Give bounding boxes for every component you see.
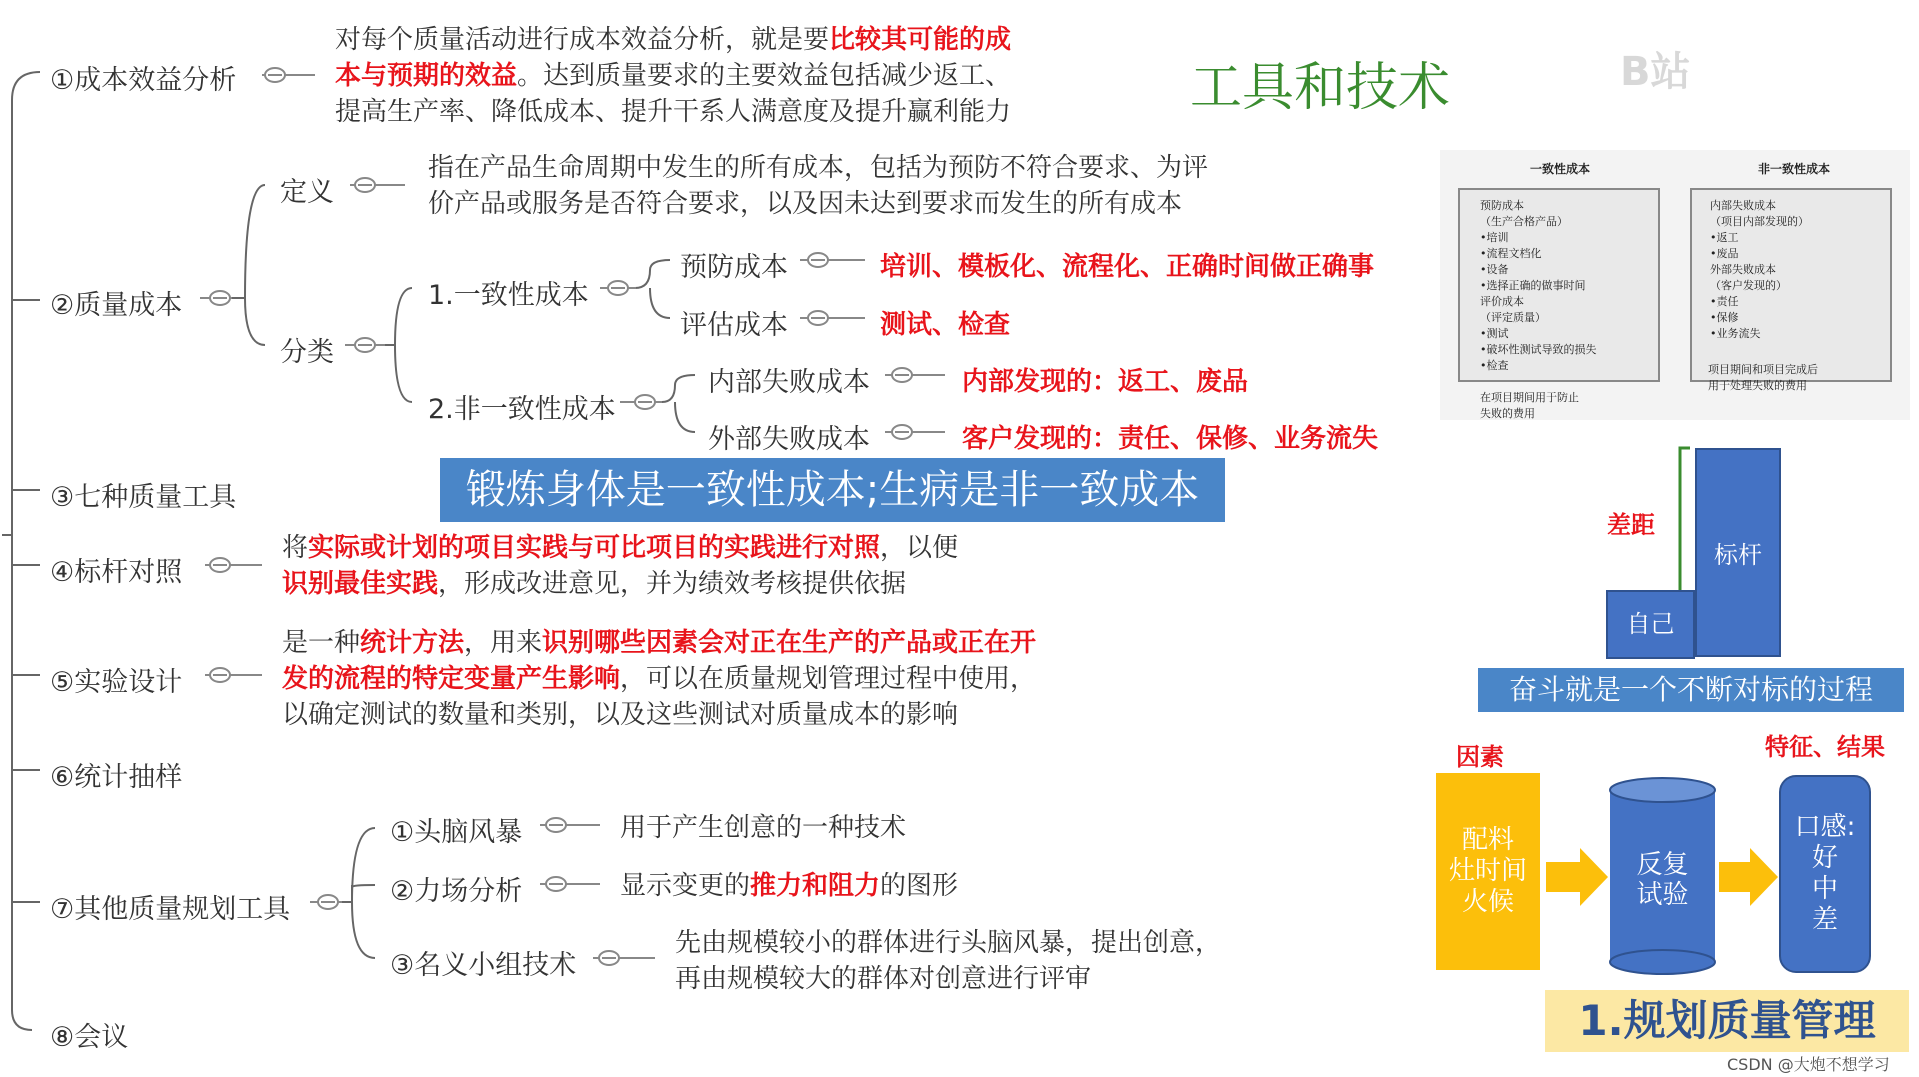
text-run: 提高生产率、降低成本、提升干系人满意度及提升赢利能力	[335, 97, 1012, 127]
thumb-line: •选择正确的做事时间	[1480, 279, 1586, 292]
brainstorming-desc: 用于产生创意的一种技术	[620, 813, 907, 843]
thumb-line: •返工	[1710, 231, 1739, 244]
thumb-line: •设备	[1480, 263, 1509, 276]
text-run: 将	[282, 533, 309, 563]
process-label	[1610, 850, 1715, 910]
node-force-field: ②力场分析	[390, 876, 523, 907]
thumb-left-head: 一致性成本	[1530, 162, 1591, 176]
node-brainstorming: ①头脑风暴	[390, 817, 523, 848]
watermark-logo: B站	[1620, 49, 1691, 95]
node-meetings: ⑧会议	[50, 1022, 129, 1053]
thumb-line: •责任	[1710, 295, 1739, 308]
result-label: 特征、结果	[1765, 733, 1885, 761]
text-run: ，形成改进意见，并为绩效考核提供依据	[438, 569, 907, 599]
thumb-line: （评定质量）	[1480, 311, 1546, 324]
node-cost-benefit: ①成本效益分析	[50, 65, 237, 96]
highlight-text: 发的流程的特定变量产生影响	[282, 664, 621, 694]
node-definition: 定义	[280, 177, 334, 208]
appraisal-desc: 测试、检查	[880, 310, 1011, 340]
text-run: 对每个质量活动进行成本效益分析，就是要	[335, 25, 830, 55]
thumb-line: •保修	[1710, 311, 1739, 324]
benchmark-bar-label: 标杆	[1714, 541, 1762, 569]
text-run: 以确定测试的数量和类别，以及这些测试对质量成本的影响	[282, 700, 959, 730]
thumb-line: （生产合格产品）	[1480, 215, 1568, 228]
thumb-line: 外部失败成本	[1710, 263, 1776, 276]
benchmark-caption: 奋斗就是一个不断对标的过程	[1478, 668, 1904, 712]
node-benchmarking: ④标杆对照	[50, 557, 183, 588]
text-run: ，用来	[464, 628, 543, 658]
gap-label: 差距	[1607, 511, 1655, 539]
node-experiment-design: ⑤实验设计	[50, 667, 183, 698]
footer-title: 1.规划质量管理	[1545, 990, 1909, 1052]
thumb-line: （客户发现的）	[1710, 279, 1787, 292]
thumb-line: •测试	[1480, 327, 1509, 340]
highlight-text: 本与预期的效益	[335, 61, 518, 91]
thumb-right-foot-1: 项目期间和项目完成后	[1708, 363, 1818, 376]
thumb-right-foot-2: 用于处理失败的费用	[1708, 379, 1807, 392]
node-appraisal-cost: 评估成本	[680, 310, 788, 341]
thumb-line: •废品	[1710, 247, 1739, 260]
thumb-line: •培训	[1480, 231, 1509, 244]
process-line-1: 反复	[1636, 850, 1689, 880]
output-line-2: 好	[1811, 843, 1838, 873]
highlight-text: 识别最佳实践	[282, 569, 439, 599]
definition-line-1: 指在产品生命周期中发生的所有成本，包括为预防不符合要求、为评	[428, 153, 1209, 183]
definition-line-2: 价产品或服务是否符合要求，以及因未达到要求而发生的所有成本	[428, 189, 1183, 219]
credit-text: CSDN @大炮不想学习	[1727, 1055, 1890, 1074]
nominal-line-1: 先由规模较小的群体进行头脑风暴，提出创意，	[675, 928, 1222, 958]
thumb-left-foot-1: 在项目期间用于防止	[1480, 391, 1579, 404]
thumb-left-foot-2: 失败的费用	[1480, 407, 1535, 420]
node-statistical-sampling: ⑥统计抽样	[50, 762, 183, 793]
text-run: 显示变更的	[620, 871, 751, 901]
thumb-line: •检查	[1480, 359, 1509, 372]
arrow-right-icon-2	[1719, 848, 1778, 906]
thumb-line: •流程文档化	[1480, 247, 1542, 260]
thumb-line: 评价成本	[1480, 295, 1524, 308]
node-classification: 分类	[280, 337, 334, 368]
output-line-3: 中	[1811, 874, 1838, 904]
thumb-line: 内部失败成本	[1710, 199, 1776, 212]
thumb-line: •破坏性测试导致的损失	[1480, 343, 1597, 356]
highlight-text: 实际或计划的项目实践与可比项目的实践进行对照	[308, 533, 881, 563]
self-bar: 自己	[1606, 590, 1695, 659]
node-external-failure: 外部失败成本	[708, 424, 870, 455]
text-run: 。达到质量要求的主要效益包括减少返工、	[517, 61, 1012, 91]
thumb-line: （项目内部发现的）	[1710, 215, 1809, 228]
page-title: 工具和技术	[1190, 58, 1451, 118]
node-quality-cost: ②质量成本	[50, 290, 183, 321]
node-prevention-cost: 预防成本	[680, 252, 788, 283]
internal-failure-desc: 内部发现的：返工、废品	[962, 367, 1249, 397]
text-run: 的图形	[880, 871, 959, 901]
thumb-right-head: 非一致性成本	[1758, 162, 1831, 176]
nominal-line-2: 再由规模较大的群体对创意进行评审	[675, 964, 1092, 994]
text-run: 是一种	[282, 628, 361, 658]
highlight-text: 统计方法	[360, 628, 465, 658]
exercise-banner: 锻炼身体是一致性成本;生病是非一致成本	[440, 458, 1225, 522]
highlight-text: 推力和阻力	[750, 871, 881, 901]
thumb-line: •业务流失	[1710, 327, 1761, 340]
node-other-tools: ⑦其他质量规划工具	[50, 894, 291, 925]
external-failure-desc: 客户发现的：责任、保修、业务流失	[962, 424, 1379, 454]
factor-label: 因素	[1456, 743, 1504, 771]
node-conformance-cost: 1.一致性成本	[428, 280, 589, 311]
output-label	[1780, 812, 1870, 936]
node-nominal-group: ③名义小组技术	[390, 950, 577, 981]
node-seven-tools: ③七种质量工具	[50, 482, 237, 513]
input-heat: 火候	[1461, 887, 1514, 917]
text-run: ，可以在质量规划管理过程中使用，	[620, 664, 1037, 694]
process-line-2: 试验	[1636, 880, 1689, 910]
input-ingredients: 配料	[1461, 825, 1514, 855]
highlight-text: 识别哪些因素会对正在生产的产品或正在开	[542, 628, 1037, 658]
highlight-text: 比较其可能的成	[829, 25, 1012, 55]
node-internal-failure: 内部失败成本	[708, 367, 870, 398]
arrow-right-icon-1	[1546, 848, 1608, 906]
prevention-desc: 培训、模板化、流程化、正确时间做正确事	[880, 252, 1375, 282]
output-line-1: 口感:	[1794, 812, 1856, 842]
thumb-line: 预防成本	[1480, 199, 1524, 212]
input-time: 灶时间	[1448, 856, 1527, 886]
text-run: ，以便	[880, 533, 959, 563]
node-nonconformance-cost: 2.非一致性成本	[428, 394, 616, 425]
output-line-4: 差	[1811, 905, 1838, 935]
